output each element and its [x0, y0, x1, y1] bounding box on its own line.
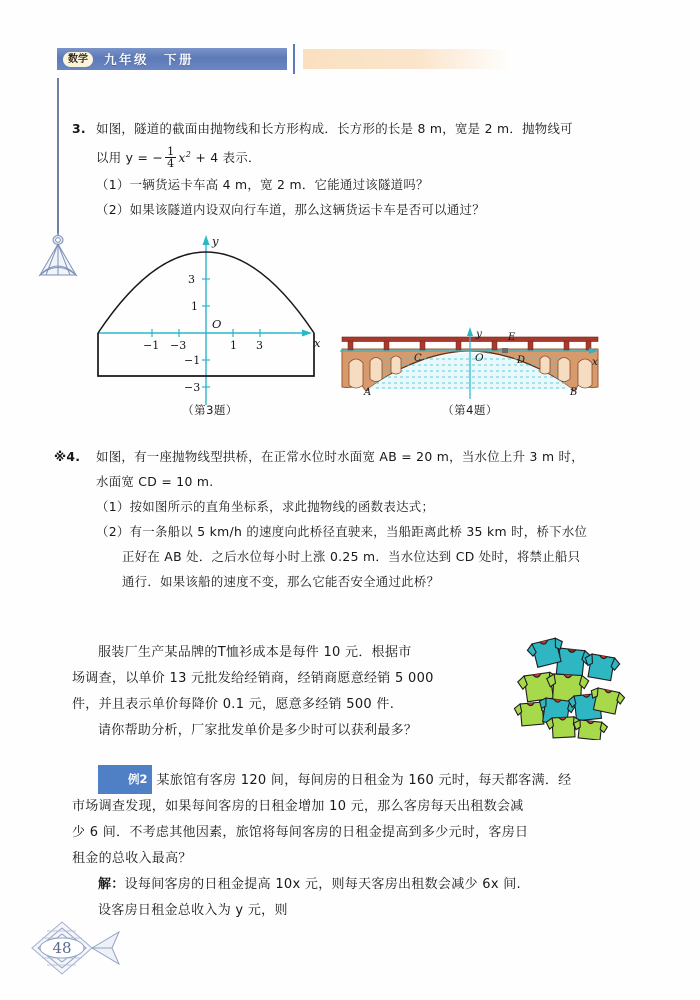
bridge-point-C: C [414, 353, 422, 364]
figure-4-arch-bridge [336, 325, 604, 405]
problem-4-sub-2-line-1: （2）有一条船以 5 km/h 的速度向此桥径直驶来，当船距离此桥 35 km 时，桥下水位 [96, 524, 588, 539]
y-axis-arrow [203, 235, 210, 245]
bridge-origin-label: O [475, 352, 484, 364]
left-margin-rule [57, 78, 59, 233]
y-tick-label-neg3: −3 [184, 381, 201, 394]
page-number-fish-ornament [24, 912, 134, 984]
x-tick-label-3: 3 [256, 339, 263, 352]
tshirt-line-1: 服装厂生产某品牌的T恤衫成本是每件 10 元．根据市 [98, 645, 412, 660]
bridge-y-axis-arrow [467, 327, 473, 336]
tshirt-problem-block [72, 640, 492, 744]
bridge-point-D: D [517, 355, 526, 366]
problem-4-line-2: 水面宽 CD = 10 m. [96, 474, 214, 489]
problem-3-sub-1: （1）一辆货运卡车高 4 m，宽 2 m．它能通过该隧道吗？ [96, 177, 429, 193]
origin-label: O [212, 317, 222, 331]
tshirt-line-3: 件，并且表示单价每降价 0.1 元，愿意多经销 500 件. [72, 697, 395, 712]
x-axis-arrow [302, 330, 312, 337]
problem-4-block [54, 444, 634, 594]
header-separator [293, 44, 295, 74]
tshirt-line-4: 请你帮助分析，厂家批发单价是多少时可以获利最多？ [98, 723, 418, 738]
problem-3-formula-prefix: 以用 y = − [96, 150, 164, 166]
y-axis-label: y [212, 234, 219, 248]
problem-3-sub-2: （2）如果该隧道内设双向行车道，那么这辆货运卡车是否可以通过？ [96, 202, 485, 218]
bridge-x-axis-label: x [592, 356, 598, 368]
header-orange-bar [303, 49, 513, 69]
problem-4-marker: ※4. [54, 449, 81, 464]
example-2-line-1 [72, 765, 620, 794]
x-tick-label-1: 1 [230, 339, 237, 352]
page-header [0, 44, 700, 78]
grade-label: 九年级 下册 [104, 52, 195, 67]
example-2-line-3: 少 6 间．不考虑其他因素，旅馆将每间客房的日租金提高到多少元时，客房日 [72, 825, 529, 840]
problem-4-sub-1: （1）按如图所示的直角坐标系，求此抛物线的函数表达式； [96, 499, 435, 514]
problem-4-line-1 [54, 444, 634, 469]
problem-4-text-1: 如图，有一座抛物线型拱桥，在正常水位时水面宽 AB = 20 m，当水位上升 3 m 时， [96, 449, 584, 464]
solution-label: 解： [98, 877, 125, 892]
point-E-marker [502, 348, 508, 353]
y-tick-label-neg1: −1 [184, 354, 201, 367]
problem-4-sub-2-line-3: 通行．如果该船的速度不变，那么它能否安全通过此桥？ [122, 574, 440, 589]
problem-3-formula-suffix: + 4 表示． [191, 150, 261, 166]
fraction-one-quarter [165, 146, 176, 170]
y-tick-label-3: 3 [188, 273, 195, 286]
subject-logo: 数学 [63, 52, 93, 67]
pendant-ornament-icon [26, 225, 90, 287]
example-2-line-4: 租金的总收入最高？ [72, 851, 192, 866]
solution-text-1: 设每间客房的日租金提高 10x 元，则每天客房出租数会减少 6x 间. [124, 877, 521, 892]
bridge-point-E: E [508, 332, 516, 343]
tshirt-line-2: 场调查，以单价 13 元批发给经销商，经销商愿意经销 5 000 [72, 671, 434, 686]
y-tick-label-1: 1 [191, 300, 198, 313]
problem-3-text-1: 如图，隧道的截面由抛物线和长方形构成．长方形的长是 8 m，宽是 2 m．抛物线可 [96, 121, 573, 136]
fraction-denominator: 4 [167, 157, 175, 171]
example-2-line-2: 市场调查发现，如果每间客房的日租金增加 10 元，那么客房每天出租数会减 [72, 799, 524, 814]
x-axis-label: x [314, 336, 321, 350]
figure-3-parabola-graph [88, 233, 328, 408]
problem-3-marker: 3. [72, 121, 86, 136]
example-2-solution-line-2: 设客房日租金总收入为 y 元，则 [98, 903, 288, 918]
tshirt-pile-illustration [512, 632, 630, 740]
example-2-text-1: 某旅馆有客房 120 间，每间房的日租金为 160 元时，每天都客满．经 [156, 773, 572, 788]
example-2-badge: 例2 [98, 765, 152, 794]
bridge-y-axis-label: y [476, 328, 482, 340]
page-number-text: 48 [52, 939, 72, 957]
figure-4-caption: （第4题） [442, 403, 498, 417]
header-blue-bar [57, 48, 287, 70]
figure-3-caption: （第3题） [182, 403, 238, 417]
bridge-point-A: A [364, 387, 372, 398]
example-2-solution-line-1 [72, 872, 620, 898]
example-2-block [72, 765, 620, 924]
problem-3-line-1 [72, 116, 632, 141]
x-tick-label-neg1: −1 [143, 339, 160, 352]
x-tick-label-neg3: −3 [170, 339, 187, 352]
problem-3-block [72, 116, 632, 222]
problem-3-line-2 [72, 141, 632, 172]
formula-variable-x: x [178, 150, 186, 166]
formula-exponent: 2 [185, 150, 192, 159]
problem-4-sub-2-line-2: 正好在 AB 处．之后水位每小时上涨 0.25 m．当水位达到 CD 处时，将禁止船只 [122, 549, 581, 564]
fraction-numerator: 1 [167, 144, 175, 158]
bridge-point-B: B [570, 387, 578, 398]
